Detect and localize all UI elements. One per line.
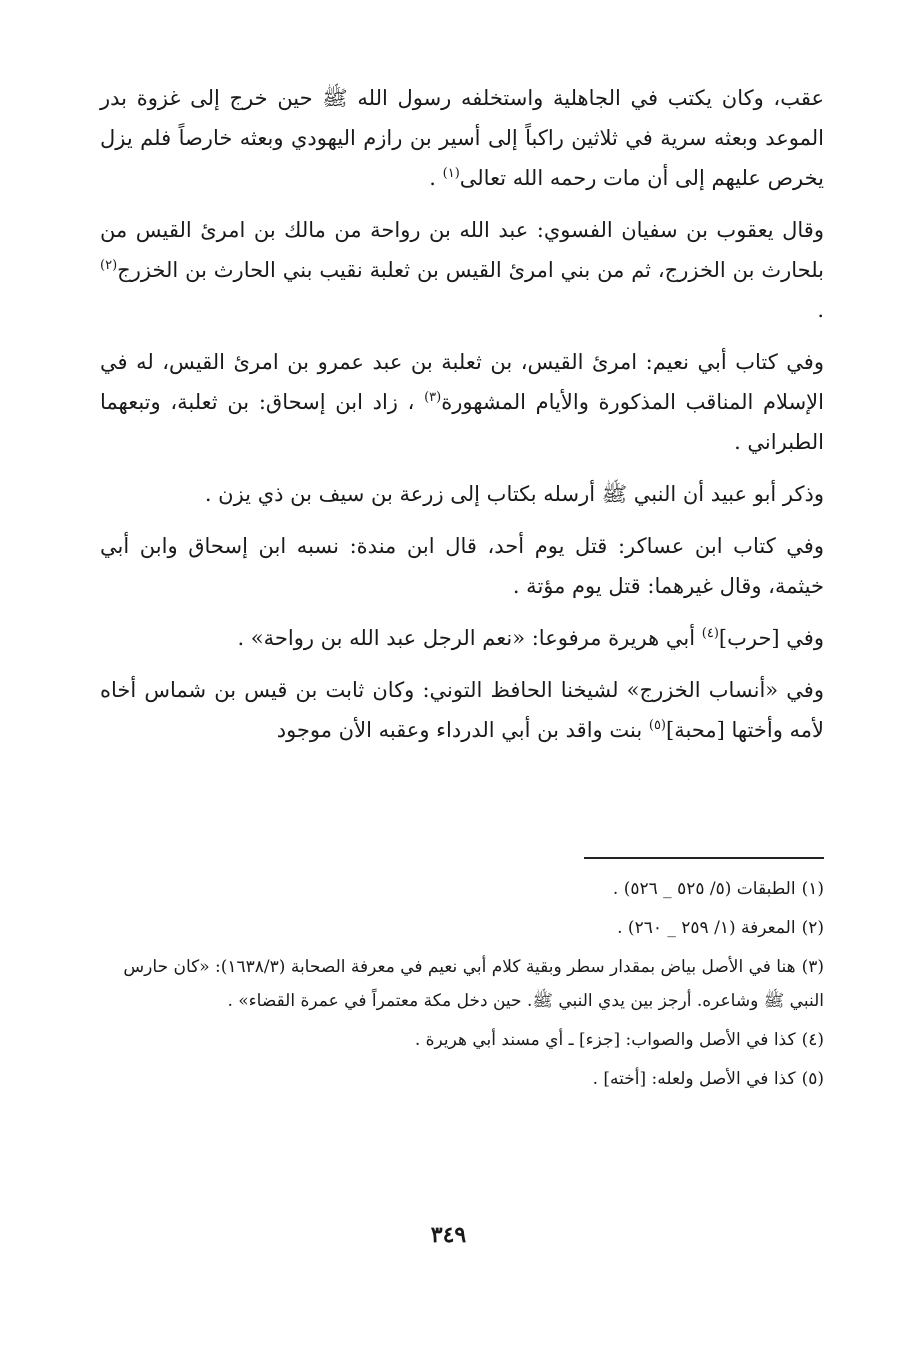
paragraph-text: عقب، وكان يكتب في الجاهلية واستخلفه رسول الله ﷺ حين خرج إلى غزوة بدر الموعد وبعثه سرية في ثلاثين راكباً إلى أسير بن رازم اليهودي وبعثه خارصاً فلم يزل يخرص عليهم إلى أن مات رحمه الله تعالى (100, 86, 824, 190)
main-text (100, 78, 824, 750)
paragraph-text: وفي «أنساب الخزرج» لشيخنا الحافظ التوني: وكان ثابت بن قيس بن شماس أخاه لأمه وأختها [محبة] (100, 678, 824, 742)
footnote (100, 950, 824, 1018)
paragraph-text: وفي كتاب أبي نعيم: امرئ القيس، بن ثعلبة بن عبد عمرو بن امرئ القيس، له في الإسلام المناقب المذكورة والأيام المشهورة (100, 350, 824, 414)
footnote-ref: (٢) (100, 258, 118, 273)
footnotes (100, 872, 824, 1101)
paragraph (100, 78, 824, 198)
paragraph (100, 618, 824, 658)
footnote-divider (584, 857, 824, 859)
footnote-ref: (٣) (424, 390, 442, 405)
paragraph-text: وفي [حرب] (718, 626, 824, 650)
paragraph-tail: أبي هريرة مرفوعا: «نعم الرجل عبد الله بن رواحة» . (237, 626, 696, 650)
paragraph-tail: بنت واقد بن أبي الدرداء وعقبه الأن موجود (276, 718, 643, 742)
footnote-number: (٢) (801, 918, 824, 938)
footnote (100, 1023, 824, 1057)
footnote-number: (١) (801, 879, 824, 899)
footnote-ref: (٥) (648, 718, 666, 733)
footnote-ref: (١) (442, 166, 460, 181)
footnote-text: كذا في الأصل والصواب: [جزء] ـ أي مسند أبي هريرة . (414, 1030, 796, 1050)
footnote-number: (٤) (801, 1030, 824, 1050)
footnote-text: الطبقات (٥/ ٥٢٥ _ ٥٢٦) . (612, 879, 796, 899)
footnote-number: (٥) (801, 1069, 824, 1089)
footnote (100, 911, 824, 945)
page-number: ٣٤٩ (430, 1222, 467, 1248)
paragraph (100, 670, 824, 750)
period: . (817, 298, 824, 322)
paragraph-text: وفي كتاب ابن عساكر: قتل يوم أحد، قال ابن مندة: نسبه ابن إسحاق وابن أبي خيثمة، وقال غيرهما: قتل يوم مؤتة . (100, 534, 824, 598)
footnote (100, 1062, 824, 1096)
paragraph-text: وذكر أبو عبيد أن النبي ﷺ أرسله بكتاب إلى زرعة بن سيف بن ذي يزن . (204, 482, 824, 506)
footnote-text: كذا في الأصل ولعله: [أخته] . (592, 1069, 796, 1089)
paragraph-tail: ، زاد ابن إسحاق: بن ثعلبة، وتبعهما الطبراني . (100, 390, 824, 454)
footnote-text: هنا في الأصل بياض بمقدار سطر وبقية كلام أبي نعيم في معرفة الصحابة (١٦٣٨/٣): «كان حارس النبي ﷺ وشاعره. أرجز بين يدي النبي ﷺ. حين دخل مكة معتمراً في عمرة القضاء» . (123, 957, 824, 1011)
paragraph-text: وقال يعقوب بن سفيان الفسوي: عبد الله بن رواحة من مالك بن امرئ القيس من بلحارث بن الخزرج، ثم من بني امرئ القيس بن ثعلبة نقيب بني الحارث بن الخزرج (100, 218, 824, 282)
footnote-text: المعرفة (١/ ٢٥٩ _ ٢٦٠) . (617, 918, 796, 938)
footnote (100, 872, 824, 906)
period: . (429, 166, 443, 190)
paragraph (100, 526, 824, 606)
footnote-number: (٣) (801, 957, 824, 977)
paragraph (100, 342, 824, 462)
footnote-ref: (٤) (701, 626, 719, 641)
paragraph (100, 474, 824, 514)
paragraph (100, 210, 824, 330)
